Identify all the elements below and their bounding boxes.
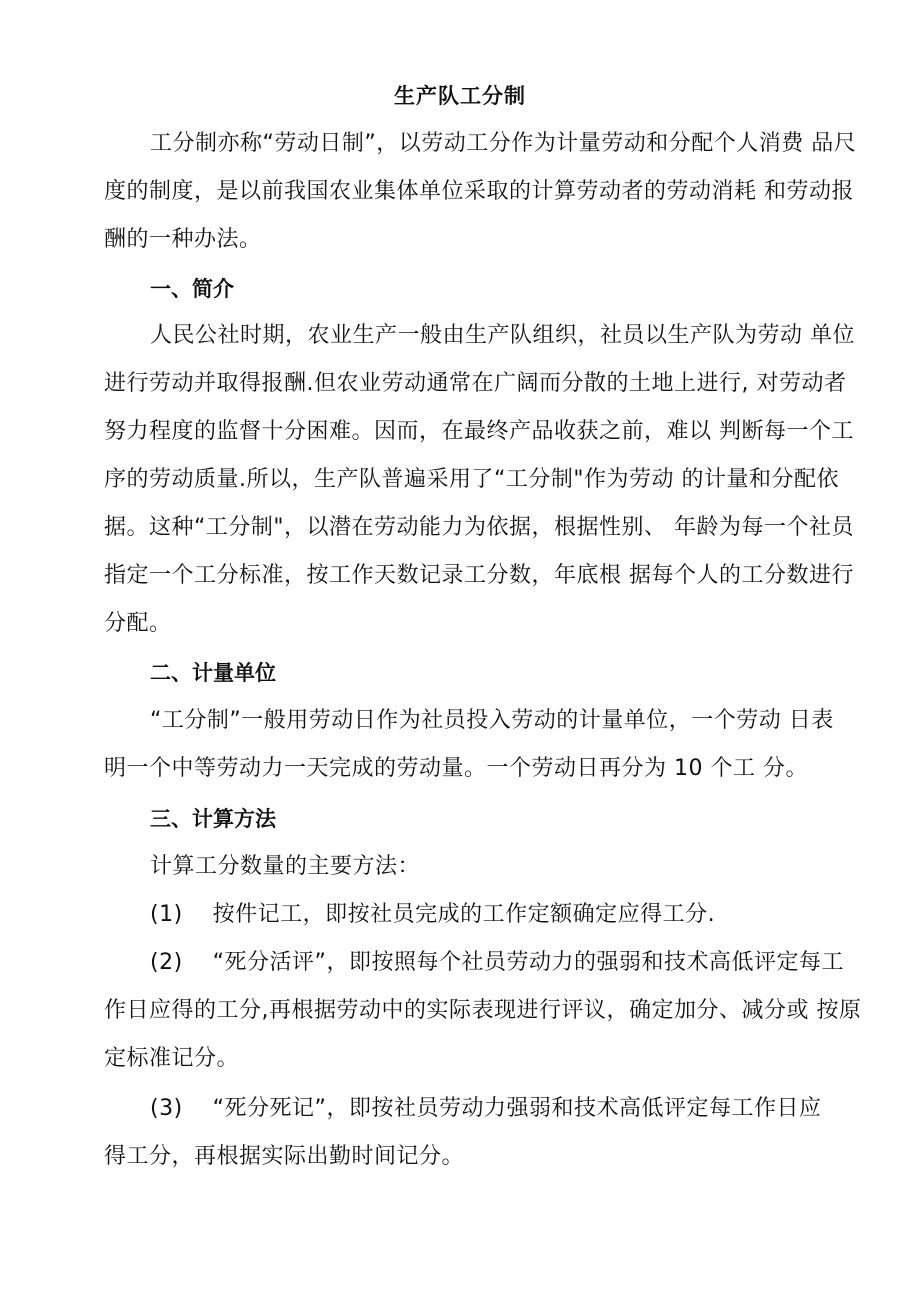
section3-heading: 三、计算方法 xyxy=(150,807,276,831)
section1-line-6: 指定一个工分标准，按工作天数记录工分数，年底根 据每个人的工分数进行 xyxy=(104,563,854,588)
intro-line-2: 度的制度，是以前我国农业集体单位采取的计算劳动者的劳动消耗 和劳动报 xyxy=(104,179,854,204)
section1-heading: 一、简介 xyxy=(150,277,234,301)
section2-line-2: 明一个中等劳动力一天完成的劳动量。一个劳动日再分为 10 个工 分。 xyxy=(104,756,808,781)
section2-line-1: “工分制”一般用劳动日作为社员投入劳动的计量单位，一个劳动 日表 xyxy=(150,708,834,733)
method-item-2-line-1: (2) “死分活评”，即按照每个社员劳动力的强弱和技术高低评定每工 xyxy=(150,950,844,975)
section1-line-2: 进行劳动并取得报酬.但农业劳动通常在广阔而分散的土地上进行, 对劳动者 xyxy=(104,371,847,396)
method-item-3-line-2: 得工分，再根据实际出勤时间记分。 xyxy=(104,1144,465,1169)
method-item-3-line-1: (3) “死分死记”，即按社员劳动力强弱和技术高低评定每工作日应 xyxy=(150,1096,822,1121)
method-item-1: (1) 按件记工，即按社员完成的工作定额确定应得工分. xyxy=(150,902,716,927)
section1-line-3: 努力程度的监督十分困难。因而，在最终产品收获之前，难以 判断每一个工 xyxy=(104,419,854,444)
intro-line-1: 工分制亦称“劳动日制”，以劳动工分作为计量劳动和分配个人消费 品尺 xyxy=(150,131,857,156)
section1-line-5: 据。这种“工分制"，以潜在劳动能力为依据，根据性别、 年龄为每一个社员 xyxy=(104,515,855,540)
document-title: 生产队工分制 xyxy=(394,84,526,108)
section1-line-4: 序的劳动质量.所以，生产队普遍采用了“工分制"作为劳动 的计量和分配依 xyxy=(104,467,840,492)
method-item-2-line-3: 定标准记分。 xyxy=(104,1046,240,1071)
intro-line-3: 酬的一种办法。 xyxy=(104,227,262,252)
section2-heading: 二、计量单位 xyxy=(150,661,276,685)
section1-line-1: 人民公社时期，农业生产一般由生产队组织，社员以生产队为劳动 单位 xyxy=(150,323,855,348)
section3-intro: 计算工分数量的主要方法： xyxy=(150,854,421,879)
method-item-2-line-2: 作日应得的工分,再根据劳动中的实际表现进行评议，确定加分、减分或 按原 xyxy=(104,998,862,1023)
section1-line-7: 分配。 xyxy=(104,611,172,636)
